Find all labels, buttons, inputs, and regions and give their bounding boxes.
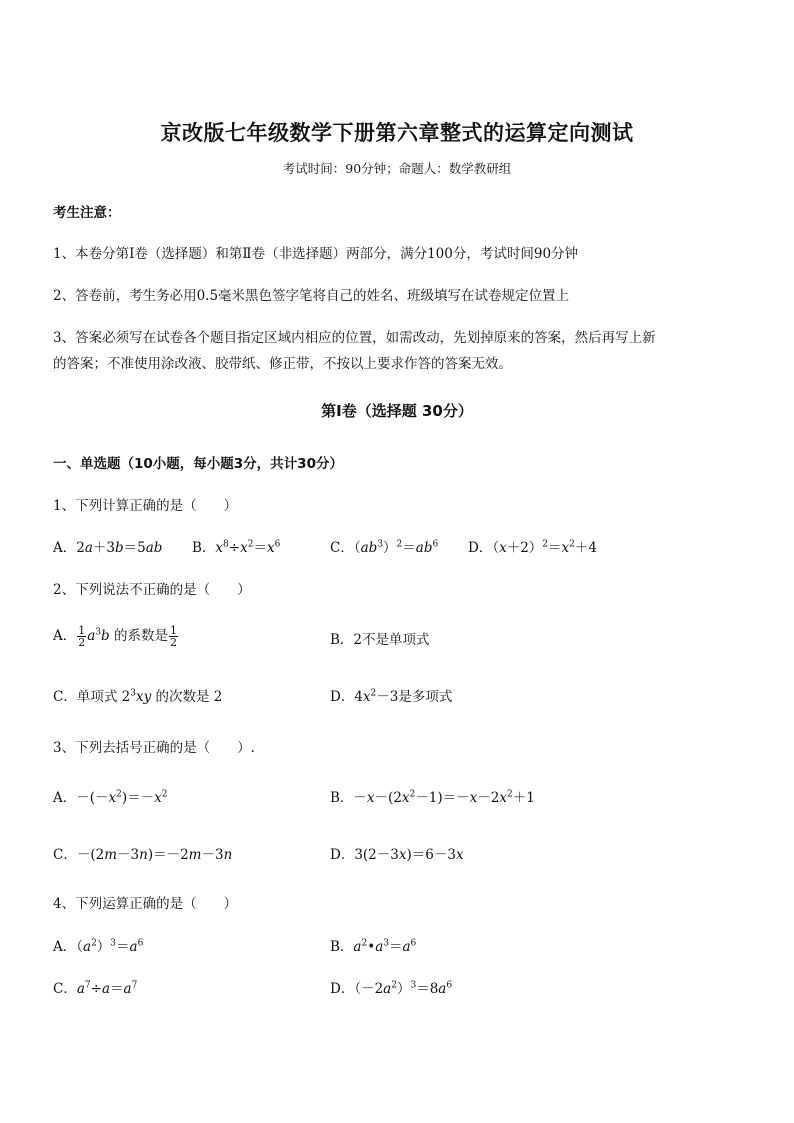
option-label: A． xyxy=(53,939,77,955)
part1-heading: 第Ⅰ卷（选择题 30分） xyxy=(321,402,473,420)
page-title: 京改版七年级数学下册第六章整式的运算定向测试 xyxy=(160,121,634,145)
q1-option-c[interactable] xyxy=(330,536,438,556)
fraction: $\frac{1}{2}$ xyxy=(78,624,86,649)
math-expression: $4x^2-3$ xyxy=(354,688,399,705)
q1-option-d[interactable] xyxy=(468,536,597,556)
q4-option-b[interactable] xyxy=(330,935,416,955)
option-label: A． xyxy=(53,628,77,644)
question-3-stem: 3、下列去括号正确的是（ ）. xyxy=(53,740,255,756)
option-text: 是多项式 xyxy=(398,689,453,705)
exam-info: 考试时间：90分钟；命题人：数学教研组 xyxy=(282,161,512,176)
q1-option-b[interactable] xyxy=(192,536,280,556)
math-expression: $-(-x^2)=-x^2$ xyxy=(76,789,168,806)
option-label: D． xyxy=(330,981,355,997)
q2-option-b[interactable]: B．2不是单项式 xyxy=(330,632,430,648)
math-expression: $2^3xy$ xyxy=(117,688,152,705)
notice-heading: 考生注意： xyxy=(53,205,121,221)
math-expression: $(ab^3)^2=ab^6$ xyxy=(353,539,439,556)
option-label: B． xyxy=(330,790,354,806)
option-label: A． xyxy=(53,790,77,806)
math-expression: $a^2•a^3=a^6$ xyxy=(353,938,417,955)
q3-option-d[interactable] xyxy=(330,843,464,863)
question-2-stem: 2、下列说法不正确的是（ ） xyxy=(53,582,251,598)
q4-option-a[interactable] xyxy=(53,935,143,955)
notice-item: 1、本卷分第Ⅰ卷（选择题）和第Ⅱ卷（非选择题）两部分，满分100分，考试时间90分钟 xyxy=(53,246,579,262)
math-expression: $x^8\div x^2=x^6$ xyxy=(215,539,281,556)
q1-option-a[interactable] xyxy=(53,536,162,556)
option-label: C． xyxy=(53,847,77,863)
q2-option-c[interactable] xyxy=(53,685,222,705)
q3-option-b[interactable] xyxy=(330,786,535,806)
option-label: D． xyxy=(330,847,355,863)
math-expression: $-x-(2x^2-1)=-x-2x^2+1$ xyxy=(353,789,535,806)
option-label: C．单项式 xyxy=(53,689,118,705)
q2-option-a[interactable] xyxy=(53,624,179,648)
section1-heading: 一、单选题（10小题，每小题3分，共计30分） xyxy=(53,456,343,472)
q4-option-d[interactable] xyxy=(330,977,452,997)
math-expression: $(-2a^2)^3=8a^6$ xyxy=(354,980,453,997)
notice-item: 3、答案必须写在试卷各个题目指定区域内相应的位置，如需改动，先划掉原来的答案，然后再写上新 xyxy=(53,330,656,346)
notice-item: 的答案；不准使用涂改液、胶带纸、修正带，不按以上要求作答的答案无效。 xyxy=(53,356,512,372)
option-text: 的次数是 2 xyxy=(155,689,223,705)
option-label: D． xyxy=(468,540,493,556)
math-expression: －(2m－3n)＝－2m－3n xyxy=(76,847,233,863)
option-label: D． xyxy=(330,689,355,705)
question-1-stem: 1、下列计算正确的是（ ） xyxy=(53,498,238,514)
math-expression: 2a＋3b＝5ab xyxy=(76,540,163,556)
math-expression: 3(2－3x)＝6－3x xyxy=(354,847,464,863)
fraction: $\frac{1}{2}$ xyxy=(170,624,177,649)
math-expression: $a^7\div a=a^7$ xyxy=(76,980,138,997)
option-label: B． xyxy=(330,939,354,955)
q2-option-d[interactable] xyxy=(330,685,452,705)
question-4-stem: 4、下列运算正确的是（ ） xyxy=(53,896,238,912)
q3-option-c[interactable] xyxy=(53,843,232,863)
option-label: A． xyxy=(53,540,77,556)
option-text: 的系数是 xyxy=(114,628,168,644)
math-expression: $a^3b$ xyxy=(87,627,110,644)
notice-item: 2、答卷前，考生务必用0.5毫米黑色签字笔将自己的姓名、班级填写在试卷规定位置上 xyxy=(53,288,570,304)
q3-option-a[interactable] xyxy=(53,786,168,806)
q4-option-c[interactable] xyxy=(53,977,137,997)
option-label: C． xyxy=(53,981,77,997)
math-expression: $(x+2)^2=x^2+4$ xyxy=(492,539,597,556)
option-label: C． xyxy=(330,540,354,556)
math-expression: $(a^2)^3=a^6$ xyxy=(76,938,144,955)
option-label: B． xyxy=(192,540,216,556)
